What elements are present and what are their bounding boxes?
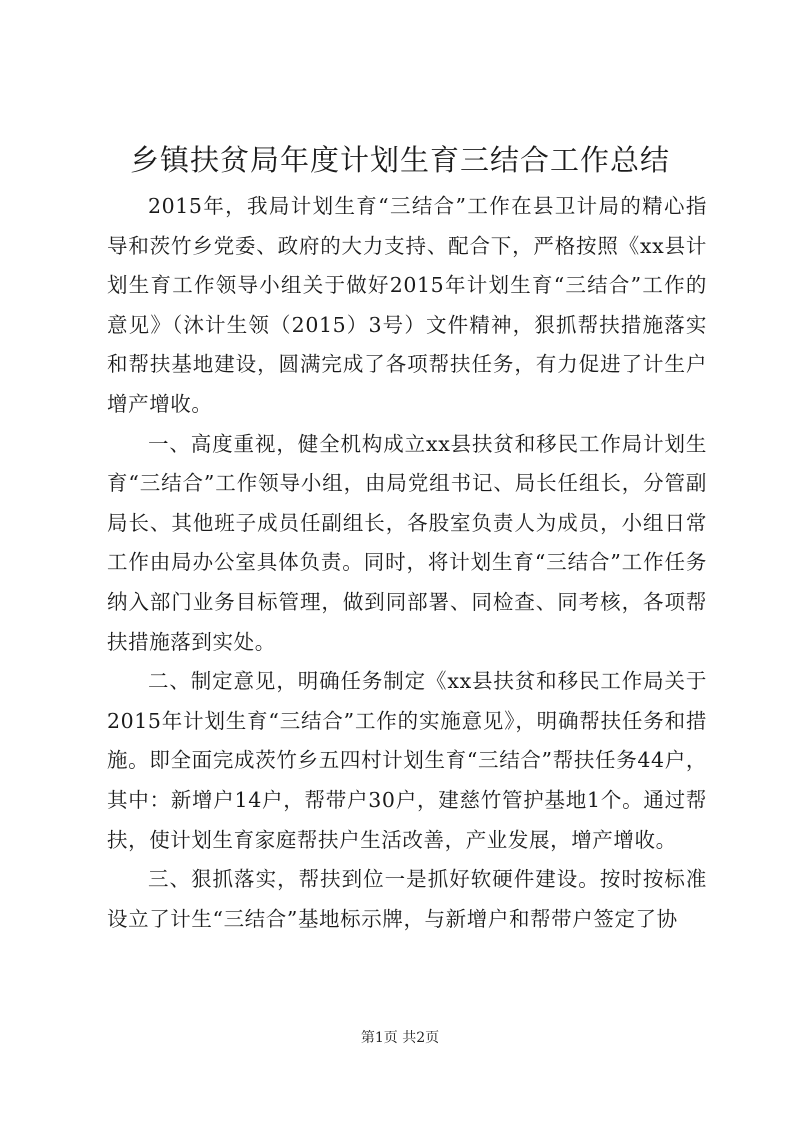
document-title: 乡镇扶贫局年度计划生育三结合工作总结: [129, 143, 670, 177]
paragraph-section-1: 一、高度重视，健全机构成立xx县扶贫和移民工作局计划生育“三结合”工作领导小组，由局党组书记、局长任组长，分管副局长、其他班子成员任副组长，各股室负责人为成员，小组日常工作由局办公室具体负责。同时，将计划生育“三结合”工作任务纳入部门业务目标管理，做到同部署、同检查、同考核，各项帮扶措施落到实处。: [107, 431, 707, 654]
page-footer: [0, 1028, 800, 1048]
paragraph-intro: 2015年，我局计划生育“三结合”工作在县卫计局的精心指导和茨竹乡党委、政府的大力支持、配合下，严格按照《xx县计划生育工作领导小组关于做好2015年计划生育“三结合”工作的意见》（沐计生领（2015）3号）文件精神，狠抓帮扶措施落实和帮扶基地建设，圆满完成了各项帮扶任务，有力促进了计生户增产增收。: [107, 194, 707, 416]
page-indicator: 第1页 共2页: [360, 1030, 440, 1046]
paragraph-section-3: 三、狠抓落实，帮扶到位一是抓好软硬件建设。按时按标准设立了计生“三结合”基地标示牌，与新增户和帮带户签定了协: [107, 867, 707, 931]
document-body: [107, 187, 707, 939]
paragraph-section-2: 二、制定意见，明确任务制定《xx县扶贫和移民工作局关于2015年计划生育“三结合”工作的实施意见》，明确帮扶任务和措施。即全面完成茨竹乡五四村计划生育“三结合”帮扶任务44户，其中：新增户14户，帮带户30户，建慈竹管护基地1个。通过帮扶，使计划生育家庭帮扶户生活改善，产业发展，增产增收。: [107, 669, 707, 852]
